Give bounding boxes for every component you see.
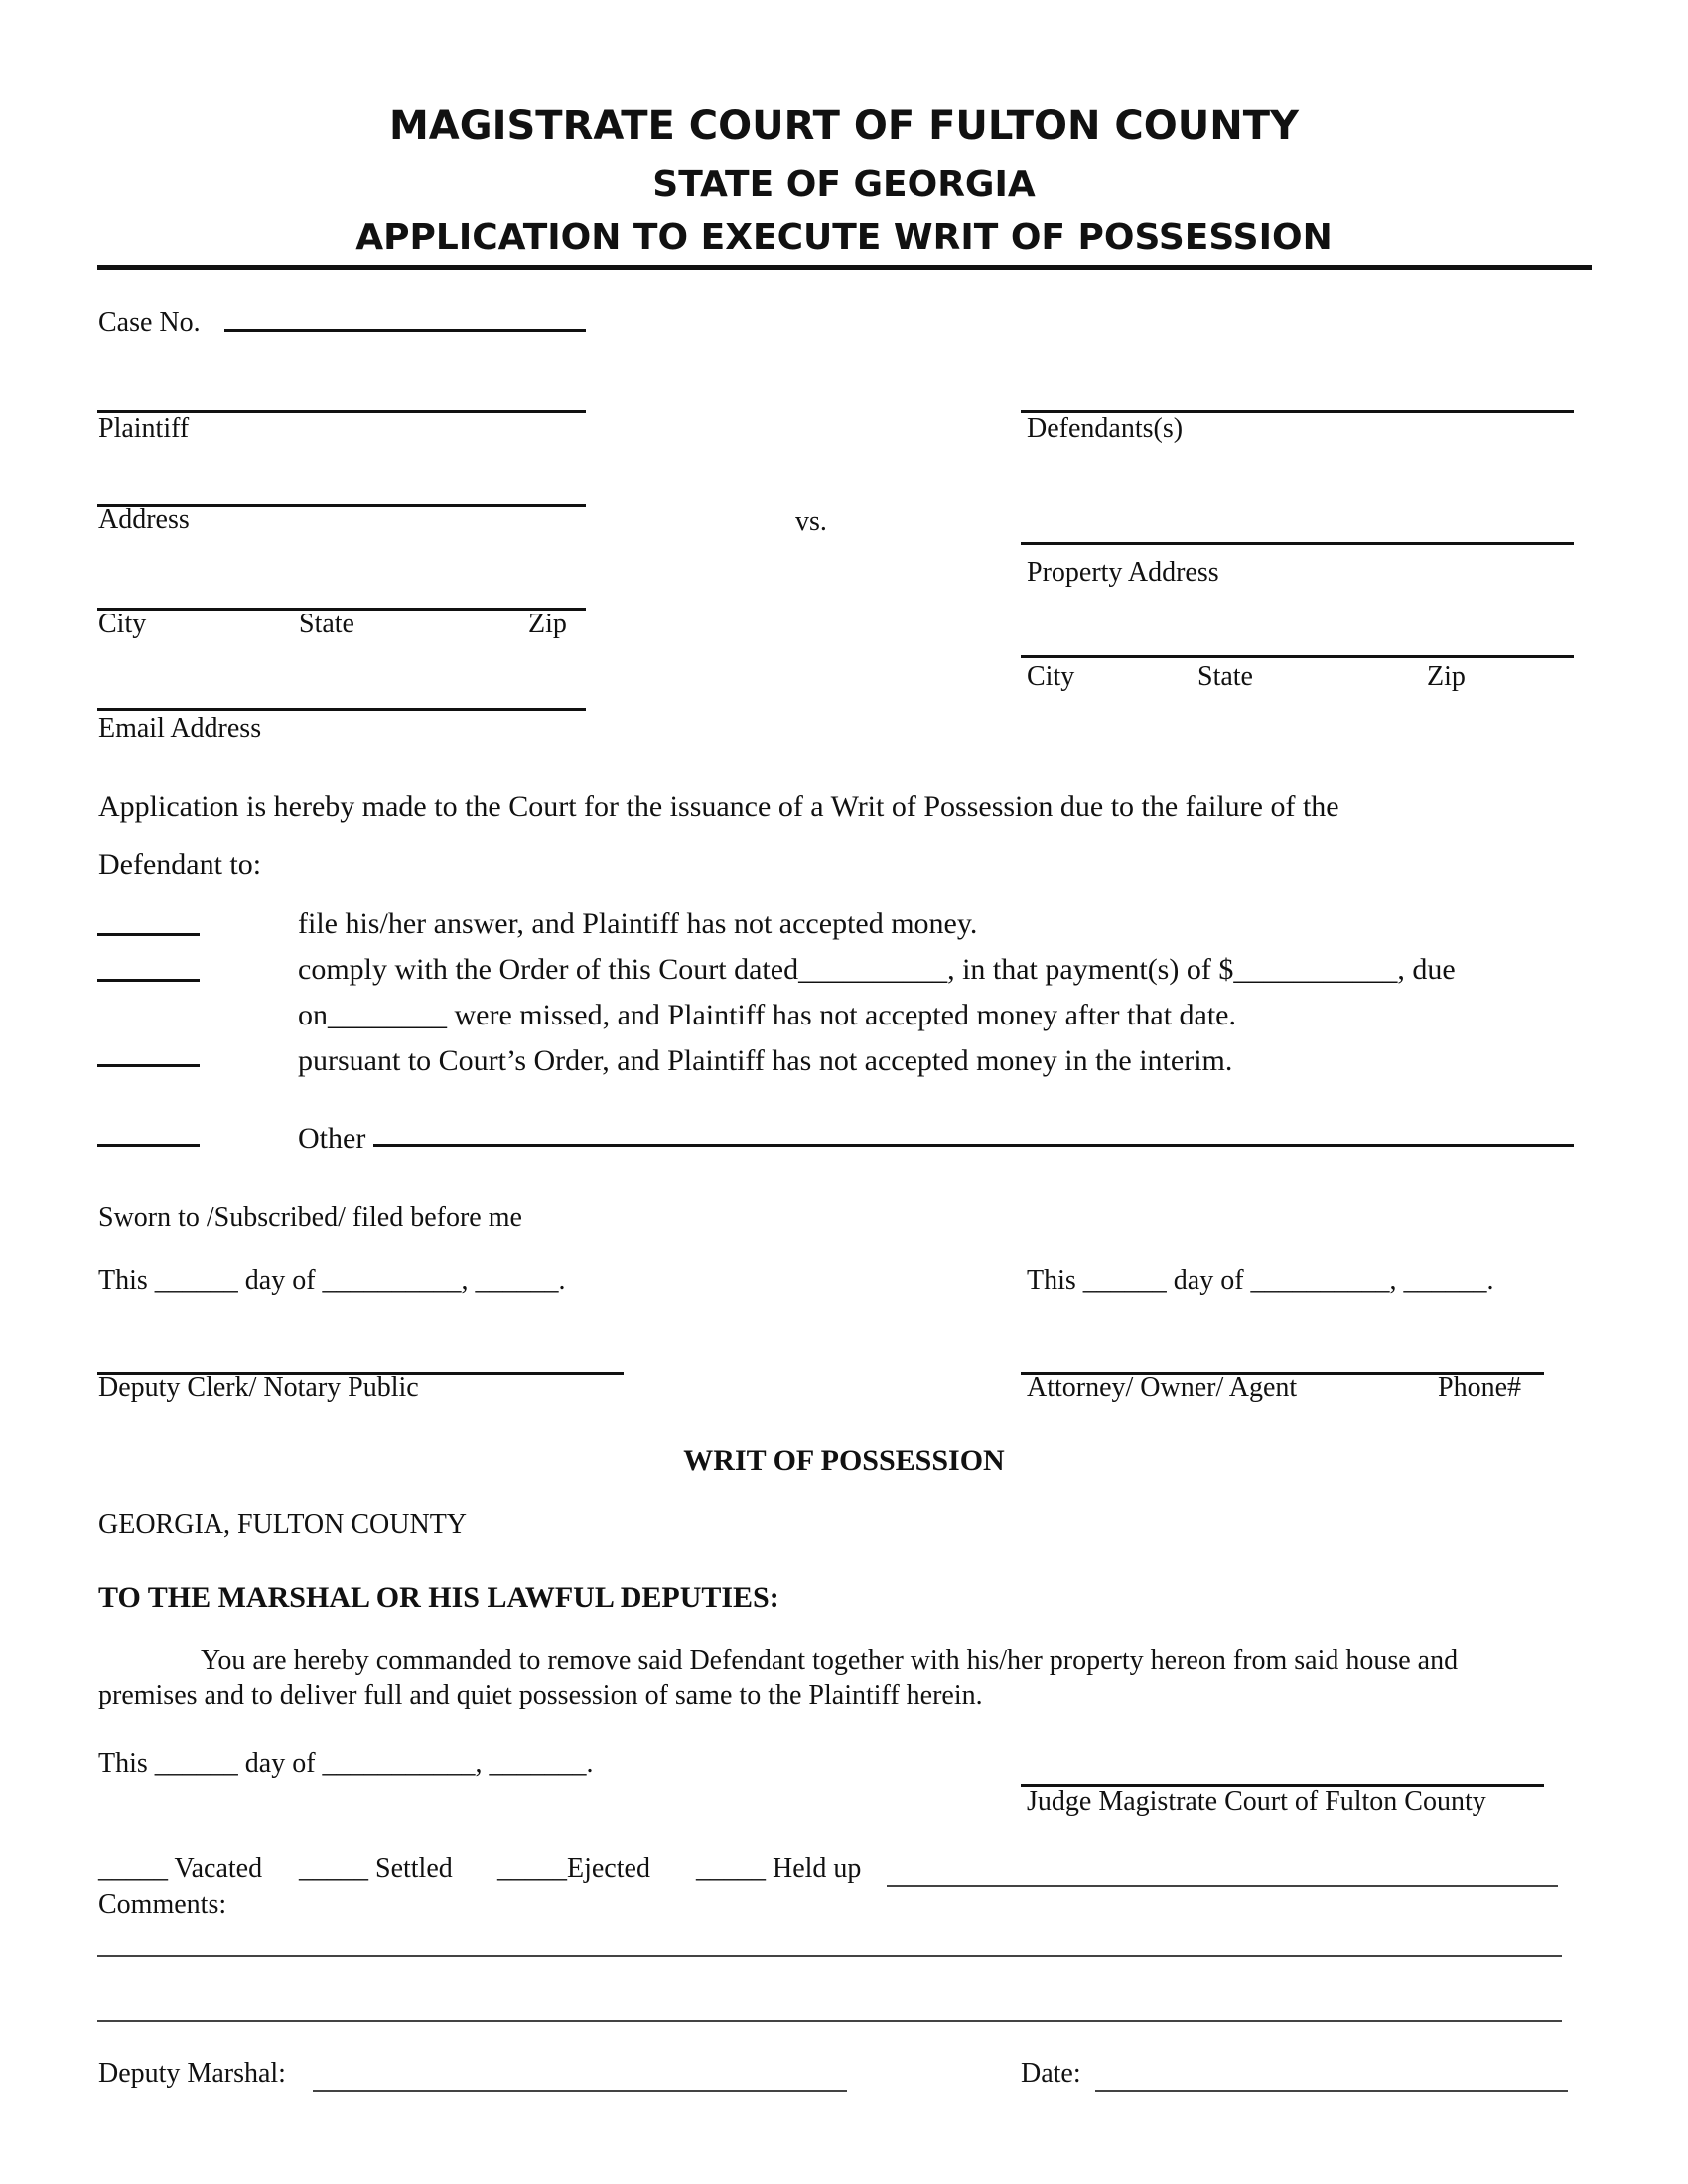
- deputy-marshal-field[interactable]: [313, 2090, 847, 2092]
- date-field[interactable]: [1095, 2090, 1568, 2092]
- return-vacated[interactable]: _____ Vacated: [98, 1853, 263, 1884]
- case-no-field[interactable]: [224, 329, 586, 332]
- option-comply-order-checkline[interactable]: [97, 979, 200, 982]
- plaintiff-city-label: City: [98, 609, 147, 639]
- attorney-label: Attorney/ Owner/ Agent: [1027, 1372, 1298, 1403]
- plaintiff-state-label: State: [299, 609, 354, 639]
- sworn-date-left[interactable]: This ______ day of __________, ______.: [98, 1265, 566, 1296]
- return-ejected[interactable]: _____Ejected: [497, 1853, 650, 1884]
- phone-label: Phone#: [1438, 1372, 1521, 1403]
- form-title: APPLICATION TO EXECUTE WRIT OF POSSESSION: [355, 217, 1333, 258]
- option-comply-order-text-line2: on________ were missed, and Plaintiff has not accepted money after that date.: [298, 999, 1236, 1031]
- defendant-zip-label: Zip: [1427, 661, 1466, 692]
- plaintiff-label: Plaintiff: [98, 413, 190, 444]
- option-other-label: Other: [298, 1122, 366, 1155]
- writ-title: WRIT OF POSSESSION: [683, 1444, 1005, 1477]
- plaintiff-zip-label: Zip: [528, 609, 567, 639]
- clerk-label: Deputy Clerk/ Notary Public: [98, 1372, 419, 1403]
- date-label: Date:: [1021, 2058, 1081, 2089]
- comments-line-1[interactable]: [97, 1955, 1562, 1957]
- case-no-label: Case No.: [98, 307, 201, 338]
- defendant-city-state-zip-field[interactable]: [1021, 655, 1574, 658]
- sworn-date-right[interactable]: This ______ day of __________, ______.: [1027, 1265, 1494, 1296]
- email-field[interactable]: [97, 708, 586, 711]
- defendant-city-label: City: [1027, 661, 1075, 692]
- writ-command-line1: You are hereby commanded to remove said Defendant together with his/her property hereon from said house and: [201, 1645, 1459, 1676]
- defendant-state-label: State: [1197, 661, 1253, 692]
- option-file-answer-text: file his/her answer, and Plaintiff has not accepted money.: [298, 907, 978, 940]
- vs-label: vs.: [795, 506, 827, 537]
- court-title: MAGISTRATE COURT OF FULTON COUNTY: [389, 103, 1299, 149]
- option-other-checkline[interactable]: [97, 1144, 200, 1147]
- application-intro-line2: Defendant to:: [98, 848, 262, 881]
- plaintiff-address-label: Address: [98, 504, 190, 535]
- return-held-up[interactable]: _____ Held up: [696, 1853, 862, 1884]
- property-address-label: Property Address: [1027, 557, 1219, 588]
- option-other-field[interactable]: [373, 1144, 1574, 1147]
- application-intro-line1: Application is hereby made to the Court for the issuance of a Writ of Possession due to the failure of the: [98, 790, 1339, 823]
- sworn-label: Sworn to /Subscribed/ filed before me: [98, 1202, 522, 1233]
- option-court-order-checkline[interactable]: [97, 1064, 200, 1067]
- writ-county: GEORGIA, FULTON COUNTY: [98, 1509, 468, 1540]
- writ-date-line[interactable]: This ______ day of ___________, _______.: [98, 1748, 594, 1779]
- comments-line-2[interactable]: [97, 2020, 1562, 2022]
- option-comply-order-text-line1: comply with the Order of this Court dated__________, in that payment(s) of $___________, due: [298, 953, 1456, 986]
- writ-command-line2: premises and to deliver full and quiet possession of same to the Plaintiff herein.: [98, 1680, 983, 1710]
- defendants-label: Defendants(s): [1027, 413, 1184, 444]
- return-settled[interactable]: _____ Settled: [299, 1853, 453, 1884]
- writ-to-marshal: TO THE MARSHAL OR HIS LAWFUL DEPUTIES:: [98, 1581, 779, 1614]
- state-title: STATE OF GEORGIA: [652, 164, 1036, 205]
- deputy-marshal-label: Deputy Marshal:: [98, 2058, 286, 2089]
- judge-label: Judge Magistrate Court of Fulton County: [1027, 1786, 1486, 1817]
- header-rule: [97, 265, 1592, 270]
- option-court-order-text: pursuant to Court’s Order, and Plaintiff has not accepted money in the interim.: [298, 1044, 1233, 1077]
- held-up-field[interactable]: [887, 1885, 1558, 1887]
- comments-label: Comments:: [98, 1889, 227, 1920]
- option-file-answer-checkline[interactable]: [97, 933, 200, 936]
- email-label: Email Address: [98, 713, 262, 744]
- property-address-field[interactable]: [1021, 542, 1574, 545]
